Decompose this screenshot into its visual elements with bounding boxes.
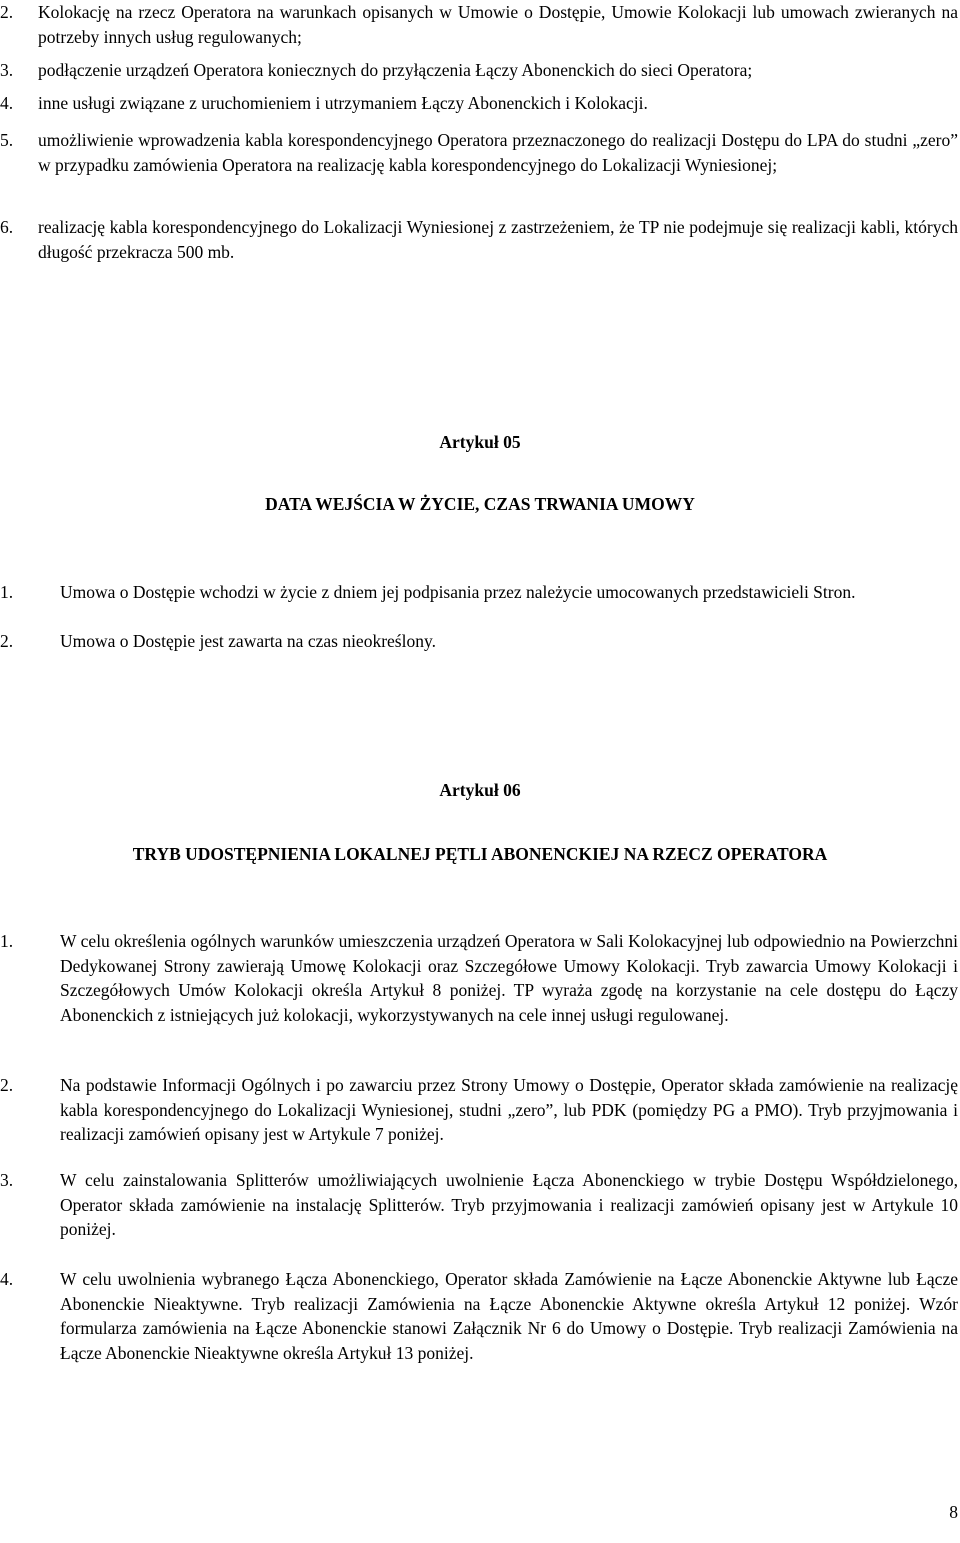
list-item-number: 2. <box>0 2 14 22</box>
list-item <box>0 929 958 1052</box>
list-item <box>0 0 958 49</box>
list-item-number: 2. <box>0 631 14 651</box>
list-item-text: Na podstawie Informacji Ogólnych i po zawarciu przez Strony Umowy o Dostępie, Operator składa zamówienie na realizację kabla korespondencyjnego do Lokalizacji Wyniesionej, studni „zero”, lub PDK (pomiędzy PG a PMO). Tryb przyjmowania i realizacji zamówień opisany jest w Artykule 7 poniżej. <box>60 1075 958 1144</box>
list-item <box>0 580 958 629</box>
list-item-text: Umowa o Dostępie wchodzi w życie z dniem jej podpisania przez należycie umocowanych przedstawicieli Stron. <box>60 582 856 602</box>
list-item <box>0 1267 958 1390</box>
list-item-text: realizację kabla korespondencyjnego do Lokalizacji Wyniesionej z zastrzeżeniem, że TP nie podejmuje się realizacji kabli, których długość przekracza 500 mb. <box>38 217 958 262</box>
list-item-number: 5. <box>0 130 14 150</box>
list-item-number: 2. <box>0 1075 14 1095</box>
list-item-text: podłączenie urządzeń Operatora koniecznych do przyłączenia Łączy Abonenckich do sieci Operatora; <box>38 60 753 80</box>
list-item <box>0 1168 958 1242</box>
article-subtitle: TRYB UDOSTĘPNIENIA LOKALNEJ PĘTLI ABONENCKIEJ NA RZECZ OPERATORA <box>132 844 828 864</box>
list-item-text: W celu określenia ogólnych warunków umieszczenia urządzeń Operatora w Sali Kolokacyjnej lub odpowiednio na Powierzchni Dedykowanej Strony zawierają Umowę Kolokacji oraz Szczegółowe Umowy Kolokacji. Tryb zawarcia Umowy Kolokacji i Szczegółowych Umów Kolokacji określa Artykuł 8 poniżej. TP wyraża zgodę na korzystanie na cele dostępu do Łączy Abonenckich z istniejących już kolokacji, wykorzystywanych na cele innej usługi regulowanej. <box>60 931 958 1025</box>
page-number: 8 <box>949 1502 958 1522</box>
list-item-text: Umowa o Dostępie jest zawarta na czas nieokreślony. <box>60 631 436 651</box>
list-item-number: 1. <box>0 582 14 602</box>
list-item-number: 1. <box>0 931 14 951</box>
list-item-number: 3. <box>0 1170 14 1190</box>
list-item-number: 4. <box>0 93 14 113</box>
list-item-number: 3. <box>0 60 14 80</box>
list-item <box>0 629 958 654</box>
list-item <box>0 215 958 264</box>
list-item-number: 6. <box>0 217 14 237</box>
list-item <box>0 128 958 202</box>
list-item-text: inne usługi związane z uruchomieniem i utrzymaniem Łączy Abonenckich i Kolokacji. <box>38 93 648 113</box>
article-title: Artykuł 05 <box>439 432 521 452</box>
list-item-text: umożliwienie wprowadzenia kabla korespondencyjnego Operatora przeznaczonego do realizacji Dostępu do LPA do studni „zero” w przypadku zamówienia Operatora na realizację kabla korespondencyjnego do Lokalizacji Wyniesionej; <box>38 130 958 175</box>
list-item-text: Kolokację na rzecz Operatora na warunkach opisanych w Umowie o Dostępie, Umowie Kolokacji lub umowach zwieranych na potrzeby innych usług regulowanych; <box>38 2 958 47</box>
list-item <box>0 91 958 116</box>
list-item-text: W celu uwolnienia wybranego Łącza Abonenckiego, Operator składa Zamówienie na Łącze Abonenckie Aktywne lub Łącze Abonenckie Nieaktywne. Tryb realizacji Zamówienia na Łącze Abonenckie Aktywne określa Artykuł 12 poniżej. Wzór formularza zamówienia na Łącze Abonenckie stanowi Załącznik Nr 6 do Umowy o Dostępie. Tryb realizacji Zamówienia na Łącze Abonenckie Nieaktywne określa Artykuł 13 poniżej. <box>60 1269 958 1363</box>
list-item-number: 4. <box>0 1269 14 1289</box>
article-subtitle: DATA WEJŚCIA W ŻYCIE, CZAS TRWANIA UMOWY <box>265 494 695 514</box>
list-item <box>0 1073 958 1147</box>
list-item-text: W celu zainstalowania Splitterów umożliwiających uwolnienie Łącza Abonenckiego w trybie Dostępu Współdzielonego, Operator składa zamówienie na instalację Splitterów. Tryb przyjmowania i realizacji zamówień opisany jest w Artykule 10 poniżej. <box>60 1170 958 1239</box>
list-item <box>0 58 958 83</box>
article-title: Artykuł 06 <box>439 780 521 800</box>
